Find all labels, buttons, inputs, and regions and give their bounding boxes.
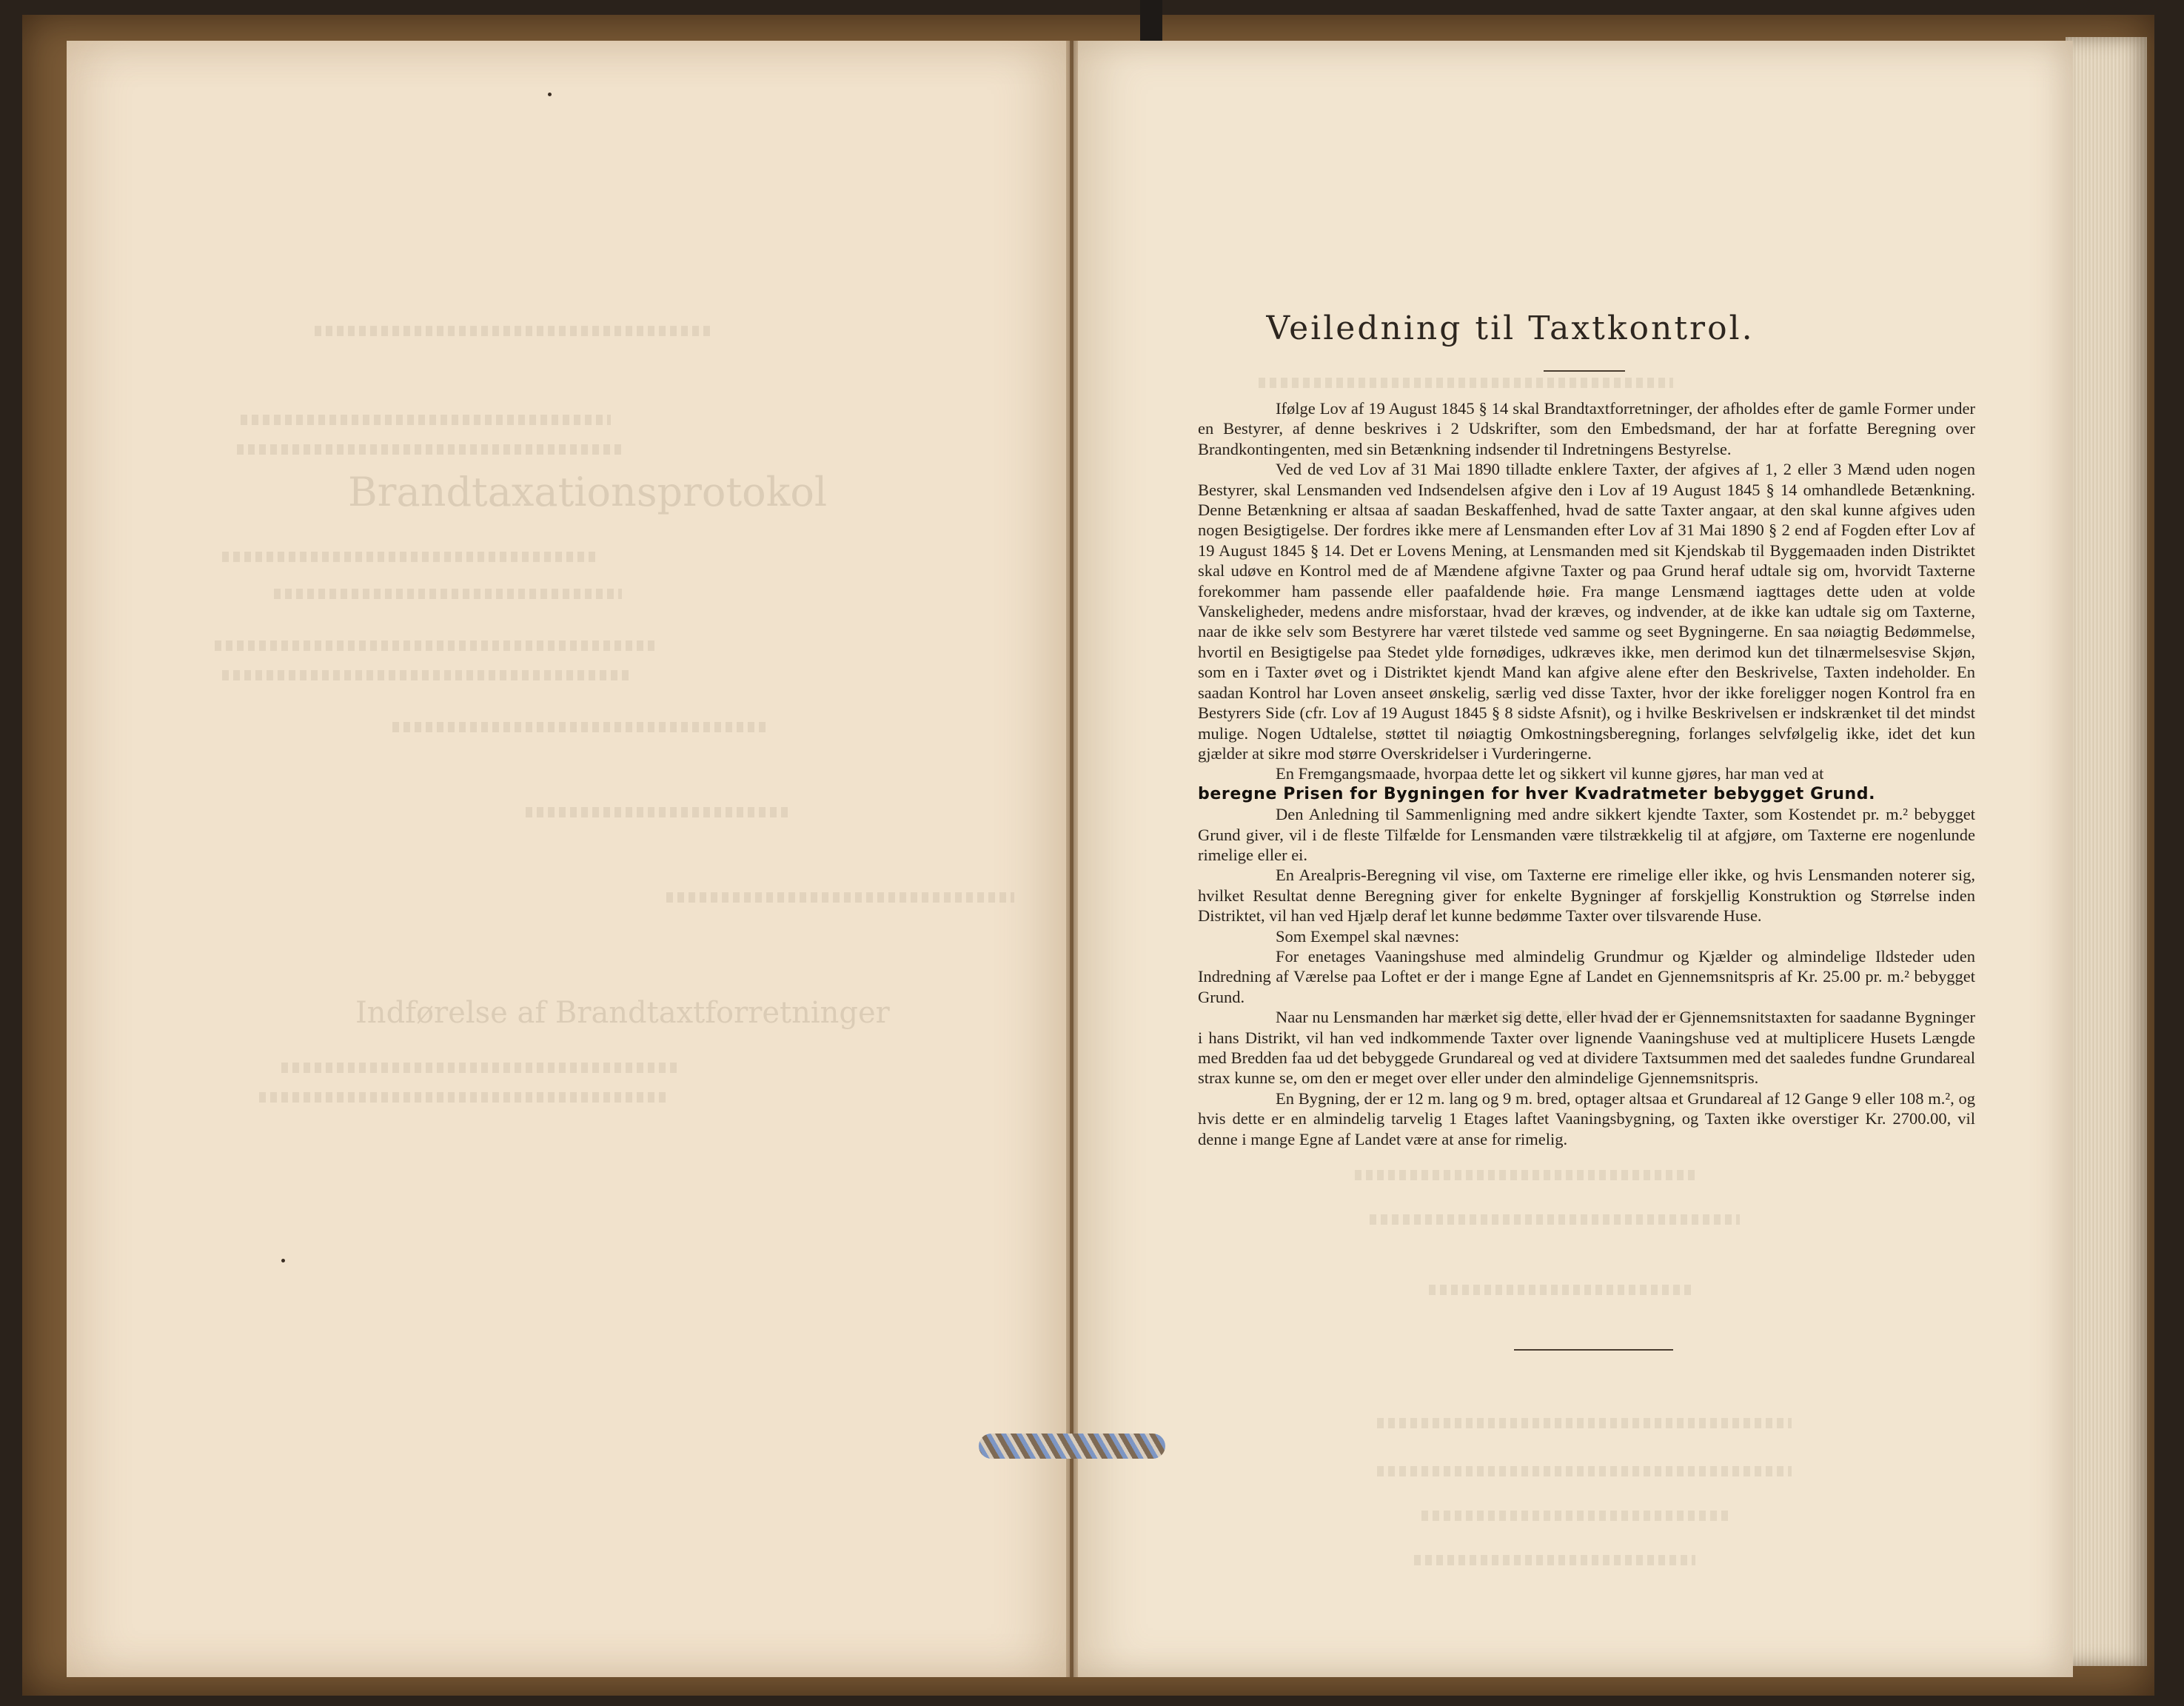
show-through-line bbox=[1429, 1285, 1695, 1295]
paragraph: En Arealpris-Beregning vil vise, om Taxterne ere rimelige eller ikke, og hvis Lensmanden noterer sig, hvilket Resultat denne Beregning giver for enkelte Bygninger af forskjellig Konstruktion og Størrelse inden Distriktet, vil han ved Hjælp deraf let kunne bedømme Taxter over tilsvarende Huse. bbox=[1198, 866, 1975, 926]
left-page bbox=[67, 41, 1070, 1677]
show-through-line bbox=[241, 415, 611, 425]
bookmark-ribbon bbox=[1140, 0, 1162, 44]
book-gutter bbox=[1066, 41, 1078, 1677]
show-through-line bbox=[666, 892, 1014, 903]
show-through-line bbox=[1377, 1466, 1792, 1476]
show-through-line bbox=[392, 722, 770, 732]
show-through-subheading: Indførelse af Brandtaxtforretninger bbox=[355, 996, 890, 1030]
body-text bbox=[1198, 398, 1975, 1149]
paragraph: Som Exempel skal nævnes: bbox=[1276, 926, 1460, 946]
paragraph: En Fremgangsmaade, hvorpaa dette let og sikkert vil kunne gjøres, har man ved at bbox=[1276, 764, 1824, 783]
paragraph: Naar nu Lensmanden har mærket sig dette, eller hvad der er Gjennemsnitstaxten for saadanne Bygninger i hans Distrikt, vil han ved indkommende Taxter over lignende Vaaningshuse ved at multiplicere Husets Længde med Bredden faa ud det bebyggede Grundareal og ved at dividere Taxtsummen med det saaledes fundne Grundareal strax kunne se, om den er meget over eller under den almindelige Gjennemsnitspris. bbox=[1198, 1008, 1975, 1088]
paragraph: For enetages Vaaningshuse med almindelig Grundmur og Kjælder og almindelige Ildsteder uden Indredning af Værelse paa Loftet er der i mange Egne af Landet en Gjennemsnitspris af Kr. 25.00 pr. m.² bebygget Grund. bbox=[1198, 946, 1975, 1006]
paragraph: En Bygning, der er 12 m. lang og 9 m. bred, optager altsaa et Grundareal af 12 Gange 9 eller 108 m.², og hvis dette er en almindelig tarvelig 1 Etages laftet Vaaningsbygning, og Taxten ikke overstiger Kr. 2700.00, vil denne i mange Egne af Landet være at anse for rimelig. bbox=[1198, 1088, 1975, 1148]
show-through-line bbox=[281, 1063, 681, 1073]
page-title: Veiledning til Taxtkontrol. bbox=[1266, 310, 1755, 347]
show-through-line bbox=[259, 1092, 666, 1103]
show-through-heading: Brandtaxationsprotokol bbox=[348, 469, 828, 515]
show-through-line bbox=[1370, 1214, 1740, 1225]
show-through-line bbox=[222, 670, 629, 680]
closing-divider bbox=[1514, 1349, 1673, 1351]
show-through-line bbox=[222, 552, 600, 562]
binding-thread bbox=[979, 1434, 1165, 1459]
paragraph: Den Anledning til Sammenligning med andre sikkert kjendte Taxter, som Kostendet pr. m.² bebygget Grund giver, vil i de fleste Tilfælde for Lensmanden være tilstrækkelig til at afgjøre, om Taxterne ere nogenlunde rimelige eller ei. bbox=[1198, 805, 1975, 864]
show-through-line bbox=[215, 640, 659, 651]
paragraph: Ved de ved Lov af 31 Mai 1890 tilladte enklere Taxter, der afgives af 1, 2 eller 3 Mænd uden nogen Bestyrer, skal Lensmanden ved Indsendelsen afgive den i Lov af 19 August 1845 § 14 omhandlede Betænkning. Denne Betænkning er altsaa af saadan Beskaffenhed, hvad de satte Taxter angaar, at den skal kunne afgives uden nogen Besigtigelse. Der fordres ikke mere af Lensmanden efter Lov af 31 Mai 1890 § 2 end af Fogden efter Lov af 19 August 1845 § 14. Det er Lovens Mening, at Lensmanden med sit Kjendskab til Byggemaaden inden Distriktet skal udøve en Kontrol med de af Mændene afgivne Taxter og paa Grund heraf udtale sig om, hvorvidt Taxterne forekommer ham passende eller paafaldende høie. Fra mange Lensmænd iagttages dette uden at volde Vanskeligheder, medens andre misforstaar, hvad der kræves, og indvender, at de ikke kan udtale sig om Taxterne, naar de ikke selv som Bestyrere har været tilstede ved samme og seet Bygningerne. En saa nøiagtig Bedømmelse, hvortil en Besigtigelse paa Stedet ylde fornødiges, udkræves ikke, men derimod kun det tilnærmelsesvise Skjøn, som en i Taxter øvet og i Distriktet kjendt Mand kan afgive alene efter den Beskrivelse, Taxten indeholder. En saadan Kontrol har Loven anseet ønskelig, særlig ved disse Taxter, hvor der ikke foreligger nogen Kontrol fra en Bestyrers Side (cfr. Lov af 19 August 1845 § 8 sidste Afsnit), og i hvilke Beskrivelsen er indskrænket til det mindst mulige. Nogen Udtalelse, støttet til nøiagtig Omkostningsberegning, forlanges selvfølgelig ikke, idet det kun gjælder at sikre mod større Overskridelser i Vurderingerne. bbox=[1198, 460, 1975, 763]
paragraph: Ifølge Lov af 19 August 1845 § 14 skal Brandtaxtforretninger, der afholdes efter de gamle Former under en Bestyrer, af denne beskrives i 2 Udskrifter, som den Embedsmand, der har at forfatte Beregning over Brandkontingenten, med sin Betænkning indsender til Indretningens Bestyrelse. bbox=[1198, 399, 1975, 458]
emphasized-line: beregne Prisen for Bygningen for hver Kvadratmeter bebygget Grund. bbox=[1198, 784, 1876, 803]
show-through-line bbox=[315, 326, 714, 336]
show-through-line bbox=[1421, 1511, 1732, 1521]
show-through-line bbox=[237, 444, 622, 455]
paper-speck bbox=[548, 93, 552, 96]
title-divider bbox=[1544, 370, 1625, 372]
paper-speck bbox=[281, 1259, 285, 1262]
show-through-line bbox=[1259, 378, 1673, 388]
page-block-edge bbox=[2066, 37, 2147, 1666]
show-through-line bbox=[1414, 1555, 1695, 1565]
show-through-line bbox=[526, 807, 792, 817]
show-through-line bbox=[1377, 1418, 1792, 1428]
show-through-line bbox=[274, 589, 622, 599]
show-through-line bbox=[1355, 1170, 1695, 1180]
